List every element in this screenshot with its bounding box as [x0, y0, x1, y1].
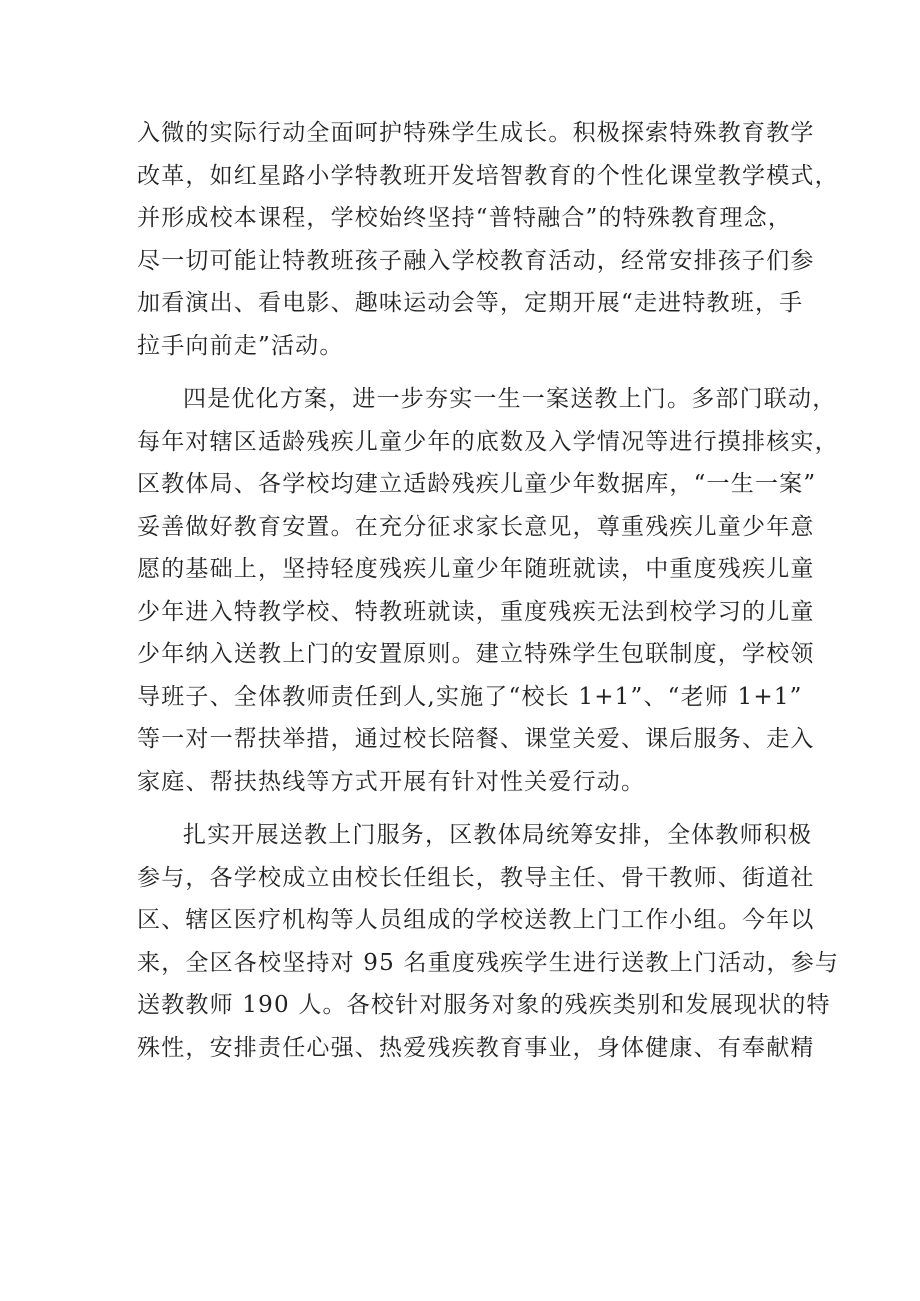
text-line: 参与，各学校成立由校长任组长，教导主任、骨干教师、街道社: [137, 864, 815, 891]
text-line: 入微的实际行动全面呵护特殊学生成长。积极探索特殊教育教学: [137, 120, 815, 146]
text-line: 妥善做好教育安置。在充分征求家长意见，尊重残疾儿童少年意: [137, 513, 815, 540]
text-line: 家庭、帮扶热线等方式开展有针对性关爱行动。: [137, 768, 646, 795]
text-line: 少年纳入送教上门的安置原则。建立特殊学生包联制度，学校领: [137, 641, 815, 667]
text-line: 并形成校本课程，学校始终坚持“普特融合”的特殊教育理念，: [137, 205, 793, 231]
body-text: [137, 112, 840, 1069]
text-line: 殊性，安排责任心强、热爱残疾教育事业，身体健康、有奉献精: [137, 1034, 815, 1061]
text-line: 等一对一帮扶举措，通过校长陪餐、课堂关爱、课后服务、走入: [137, 726, 815, 752]
text-line: 改革，如红星路小学特教班开发培智教育的个性化课堂教学模式，: [137, 162, 839, 189]
text-line: 尽一切可能让特教班孩子融入学校教育活动，经常安排孩子们参: [137, 247, 815, 274]
text-line: 扎实开展送教上门服务，区教体局统筹安排，全体教师积极: [183, 822, 813, 848]
text-line: 四是优化方案，进一步夯实一生一案送教上门。多部门联动，: [183, 386, 837, 412]
text-line: 来，全区各校坚持对 95 名重度残疾学生进行送教上门活动，参与: [137, 949, 840, 976]
text-line: 加看演出、看电影、趣味运动会等，定期开展“走进特教班，手: [137, 290, 804, 316]
text-line: 少年进入特教学校、特教班就读，重度残疾无法到校学习的儿童: [137, 598, 815, 625]
paragraph-2: [137, 378, 839, 803]
text-line: 愿的基础上，坚持轻度残疾儿童少年随班就读，中重度残疾儿童: [137, 556, 815, 582]
text-line: 每年对辖区适龄残疾儿童少年的底数及入学情况等进行摸排核实，: [137, 428, 839, 455]
paragraph-3: [137, 814, 840, 1069]
text-line: 拉手向前走”活动。: [137, 332, 344, 359]
paragraph-1: [137, 112, 839, 367]
text-line: 导班子、全体教师责任到人,实施了“校长 1+1”、“老师 1+1”: [137, 683, 803, 710]
text-line: 区教体局、各学校均建立适龄残疾儿童少年数据库，“一生一案”: [137, 471, 817, 497]
text-line: 送教教师 190 人。各校针对服务对象的残疾类别和发展现状的特: [137, 992, 831, 1018]
text-line: 区、辖区医疗机构等人员组成的学校送教上门工作小组。今年以: [137, 907, 815, 933]
